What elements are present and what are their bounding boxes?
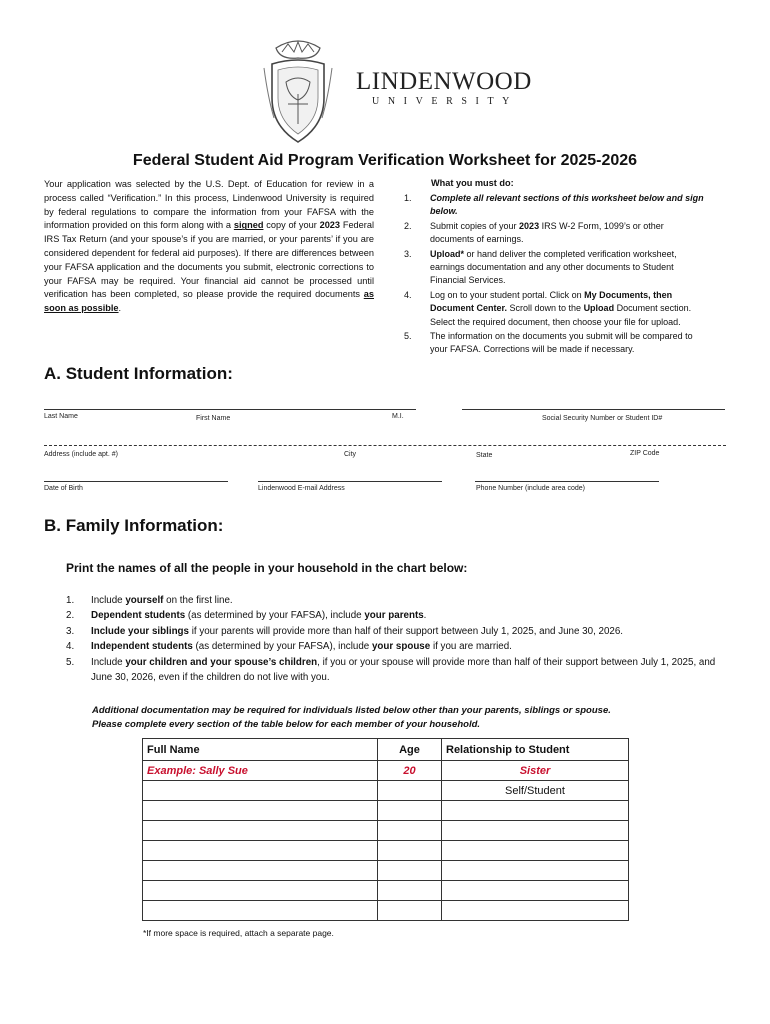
name-cell[interactable]	[143, 861, 378, 881]
note-line-2: Please complete every section of the table below for each member of your household.	[92, 719, 481, 730]
age-cell[interactable]	[378, 801, 442, 821]
intro-signed: signed	[233, 220, 264, 231]
relationship-cell[interactable]	[442, 901, 629, 921]
table-row	[143, 861, 629, 881]
section-b-heading: B. Family Information:	[44, 516, 224, 535]
name-cell[interactable]	[143, 821, 378, 841]
relationship-cell[interactable]	[442, 801, 629, 821]
step-bold: 2023	[519, 220, 540, 231]
list-number: 2.	[66, 610, 75, 622]
relationship-cell[interactable]	[442, 821, 629, 841]
university-logo	[258, 38, 538, 150]
list-bold: yourself	[125, 595, 164, 606]
list-text: (as determined by your FAFSA), include	[192, 641, 372, 653]
intro-text-3: Federal IRS Tax Return (and your spouse’s if you are married, or your parents’ if you are considered dependent for federal aid purposes). If there are differences between your FAFSA application and the documents you submit, electronic corrections to your FAFSA may be required. Your financial aid cannot be processed until verification has been completed, so please provide the required documents	[44, 220, 374, 300]
zip-label: ZIP Code	[630, 450, 660, 457]
note-line-1: Additional documentation may be required for individuals listed below other than your parents, siblings or spouse.	[92, 705, 611, 716]
family-list	[66, 593, 726, 685]
step-text: Document section. Select the required document, then choose your file for upload.	[430, 303, 692, 327]
age-cell[interactable]	[378, 861, 442, 881]
table-row	[143, 841, 629, 861]
intro-end: .	[118, 303, 122, 314]
family-list-item	[66, 608, 726, 623]
mi-label: M.I.	[392, 413, 404, 420]
last-name-label: Last Name	[44, 413, 78, 420]
header-full-name: Full Name	[143, 739, 378, 761]
list-text: Include	[91, 595, 126, 606]
step-number: 1.	[404, 193, 412, 203]
list-number: 4.	[66, 641, 75, 653]
ssn-field-line[interactable]	[462, 409, 725, 410]
step-number: 5.	[404, 331, 412, 342]
relationship-cell-self: Self/Student	[442, 781, 629, 801]
family-list-item	[66, 639, 726, 654]
name-cell[interactable]	[143, 841, 378, 861]
step-number: 2.	[404, 220, 412, 231]
step-bold: My Documents, then Document Center.	[430, 289, 673, 314]
crest-icon	[258, 38, 338, 150]
header-relationship: Relationship to Student	[442, 739, 629, 761]
address-label: Address (include apt. #)	[44, 451, 118, 458]
step-item	[404, 330, 704, 357]
table-row	[143, 901, 629, 921]
step-text: Scroll down to the	[507, 303, 584, 314]
first-name-label: First Name	[196, 415, 231, 422]
list-bold: your children and your spouse’s children	[125, 656, 318, 668]
name-cell[interactable]	[143, 781, 378, 801]
example-relationship: Sister	[442, 761, 629, 781]
list-bold: Include your siblings	[91, 625, 189, 637]
list-text: if your parents will provide more than half of their support between July 1, 2025, and June 30, 2026.	[188, 625, 624, 637]
list-text: , if you or your spouse will provide more than half of their support between July 1, 2025, and June 30, 2026, even if the children do not live with you.	[91, 656, 716, 684]
list-text: if you are married.	[430, 641, 512, 653]
step-text: Submit copies of your	[430, 220, 520, 231]
intro-paragraph	[44, 178, 374, 316]
table-row	[143, 801, 629, 821]
age-cell[interactable]	[378, 821, 442, 841]
table-footnote: *If more space is required, attach a separate page.	[143, 928, 334, 938]
relationship-cell[interactable]	[442, 881, 629, 901]
page-title: Federal Student Aid Program Verification Worksheet for 2025-2026	[132, 152, 638, 169]
name-cell[interactable]	[143, 801, 378, 821]
family-list-item	[66, 624, 726, 639]
list-text: (as determined by your FAFSA), include	[185, 610, 365, 622]
age-cell[interactable]	[378, 841, 442, 861]
table-header-row	[143, 739, 629, 761]
table-row	[143, 881, 629, 901]
household-table	[142, 738, 629, 921]
intro-text-1: Your application was selected by the U.S. Dept. of Education for review in a process called “Verification.” In this process, Lindenwood University is required by federal regulations to compare the information from your FAFSA with the information provided on this form along with a	[44, 179, 374, 231]
dob-field-line[interactable]	[44, 481, 228, 482]
additional-documentation-note	[92, 704, 712, 732]
step-text: or hand deliver the completed verification worksheet, earnings documentation and any other documents to Student Financial Services.	[430, 248, 677, 286]
city-label: City	[344, 451, 357, 458]
phone-label: Phone Number (include area code)	[476, 485, 585, 492]
step-text: IRS W-2 Form, 1099’s or other documents of earnings.	[430, 220, 664, 245]
steps-heading: What you must do:	[431, 178, 514, 188]
dob-label: Date of Birth	[44, 485, 83, 492]
intro-text-2: copy of your	[266, 220, 317, 231]
list-number: 1.	[66, 595, 75, 606]
age-cell[interactable]	[378, 881, 442, 901]
state-label: State	[476, 452, 493, 459]
list-bold: your parents	[364, 610, 424, 622]
list-text: Include	[91, 656, 126, 668]
name-cell[interactable]	[143, 901, 378, 921]
address-field-line[interactable]	[44, 445, 726, 446]
relationship-cell[interactable]	[442, 841, 629, 861]
logo-wordmark: LINDENWOOD	[356, 68, 532, 95]
example-age: 20	[378, 761, 442, 781]
age-cell[interactable]	[378, 781, 442, 801]
step-item	[404, 289, 704, 329]
relationship-cell[interactable]	[442, 861, 629, 881]
example-row	[143, 761, 629, 781]
step-text: Complete all relevant sections of this worksheet below and sign below.	[430, 193, 704, 217]
intro-asap: as soon as possible	[44, 289, 374, 314]
header-age: Age	[378, 739, 442, 761]
name-cell[interactable]	[143, 881, 378, 901]
list-text: on the first line.	[163, 595, 233, 606]
step-number: 3.	[404, 248, 412, 259]
phone-field-line[interactable]	[475, 481, 659, 482]
family-list-item	[66, 655, 726, 686]
ssn-label: Social Security Number or Student ID#	[542, 415, 663, 422]
step-bold: Upload*	[430, 248, 465, 259]
table-row	[143, 781, 629, 801]
list-text: .	[423, 610, 427, 622]
step-text: Log on to your student portal. Click on	[430, 289, 585, 300]
family-list-item	[66, 593, 726, 608]
step-item	[404, 192, 704, 219]
list-number: 5.	[66, 656, 75, 668]
example-name: Example: Sally Sue	[143, 761, 378, 781]
family-instruction: Print the names of all the people in your household in the chart below:	[66, 561, 468, 575]
section-a-heading: A. Student Information:	[44, 364, 233, 383]
step-item	[404, 220, 704, 247]
table-row	[143, 821, 629, 841]
list-number: 3.	[66, 625, 75, 637]
email-field-line[interactable]	[258, 481, 442, 482]
step-bold: Upload	[583, 303, 615, 314]
step-text: The information on the documents you submit will be compared to your FAFSA. Corrections will be made if necessary.	[430, 331, 693, 355]
name-field-line[interactable]	[44, 409, 416, 410]
step-item	[404, 248, 704, 288]
step-number: 4.	[404, 289, 412, 300]
logo-subline: UNIVERSITY	[372, 96, 518, 107]
list-bold: Dependent students	[91, 610, 186, 622]
intro-year: 2023	[319, 220, 341, 231]
steps-list	[404, 192, 704, 358]
email-label: Lindenwood E-mail Address	[258, 485, 345, 492]
age-cell[interactable]	[378, 901, 442, 921]
list-bold: your spouse	[371, 641, 431, 653]
list-bold: Independent students	[91, 641, 193, 653]
